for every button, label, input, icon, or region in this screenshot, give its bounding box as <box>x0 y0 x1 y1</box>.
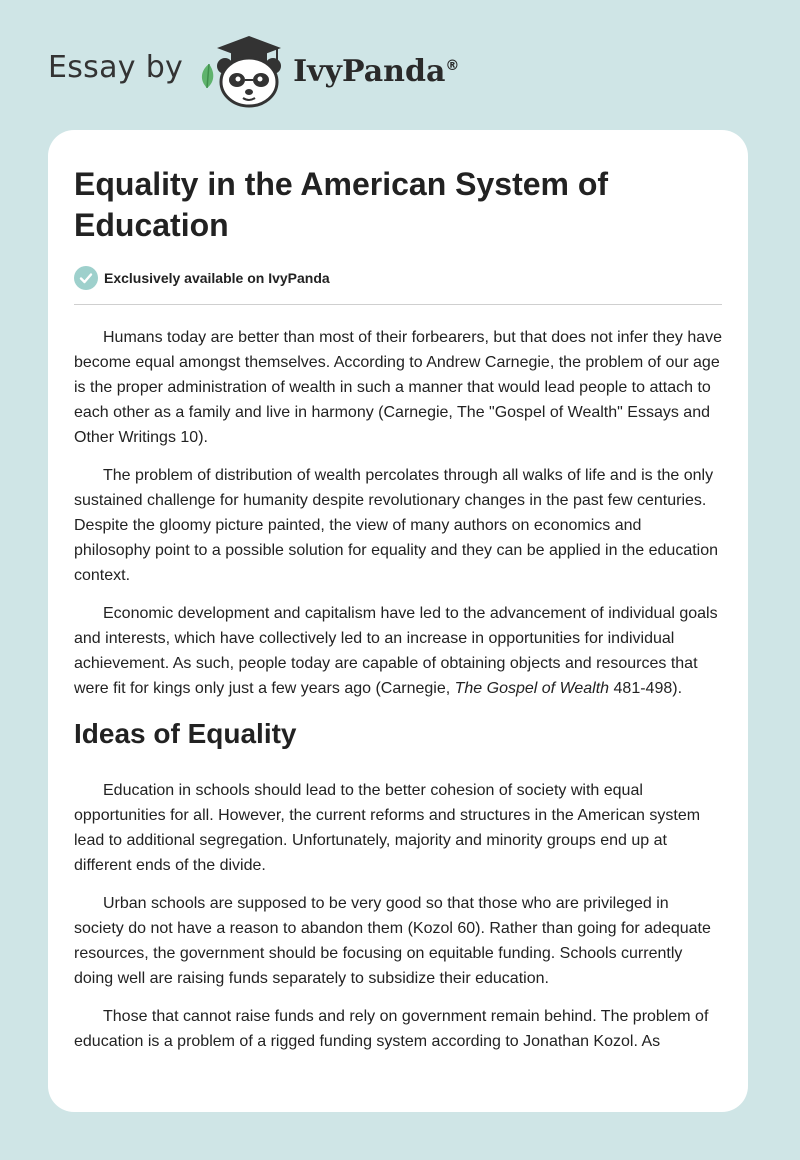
paragraph-3: Economic development and capitalism have led to the advancement of individual goals and interests, which have collectively led to an increase in opportunities for individual achievement. As such, people today are capable of obtaining objects and resources that were fit for kings only just a few years ago (Carnegie, The Gospel of Wealth 481-498). <box>74 605 718 697</box>
brand-prefix: Essay by <box>48 49 184 85</box>
paragraph-6: Those that cannot raise funds and rely on government remain behind. The problem of education is a problem of a rigged funding system according to Jonathan Kozol. As <box>74 1008 709 1050</box>
paragraph-4: Education in schools should lead to the better cohesion of society with equal opportunities for all. However, the current reforms and structures in the American system lead to additional segregation. Unfortunately, majority and minority groups end up at different ends of the divide. <box>74 782 701 874</box>
panda-graduate-icon <box>197 30 289 110</box>
citation-title: The Gospel of Wealth <box>454 680 610 697</box>
page-title: Equality in the American System of Education <box>74 166 609 243</box>
section-heading: Ideas of Equality <box>74 718 297 749</box>
registered-mark: ® <box>445 57 460 74</box>
brand-name[interactable]: IvyPanda® <box>293 53 460 89</box>
site-header <box>48 30 459 110</box>
check-circle-icon <box>74 266 98 290</box>
paragraph-1: Humans today are better than most of their forbearers, but that does not infer they have become equal amongst themselves. According to Andrew Carnegie, the problem of our age is the proper administration of wealth in such a manner that would lead people to attach to each other as a family and live in harmony (Carnegie, The "Gospel of Wealth" Essays and Other Writings 10). <box>74 329 723 446</box>
paragraph-2: The problem of distribution of wealth percolates through all walks of life and is the only sustained challenge for humanity despite revolutionary changes in the past few centuries. Despite the gloomy picture painted, the view of many authors on economics and philosophy point to a possible solution for equality and they can be applied in the education context. <box>74 467 719 584</box>
paragraph-5: Urban schools are supposed to be very good so that those who are privileged in society do not have a reason to abandon them (Kozol 60). Rather than going for adequate resources, the government should be focusing on equitable funding. Schools currently doing well are raising funds separately to subsidize their education. <box>74 895 711 987</box>
exclusive-label: Exclusively available on IvyPanda <box>104 270 330 286</box>
essay-body <box>74 325 722 1054</box>
exclusive-badge <box>74 266 722 305</box>
essay-card <box>48 130 748 1112</box>
